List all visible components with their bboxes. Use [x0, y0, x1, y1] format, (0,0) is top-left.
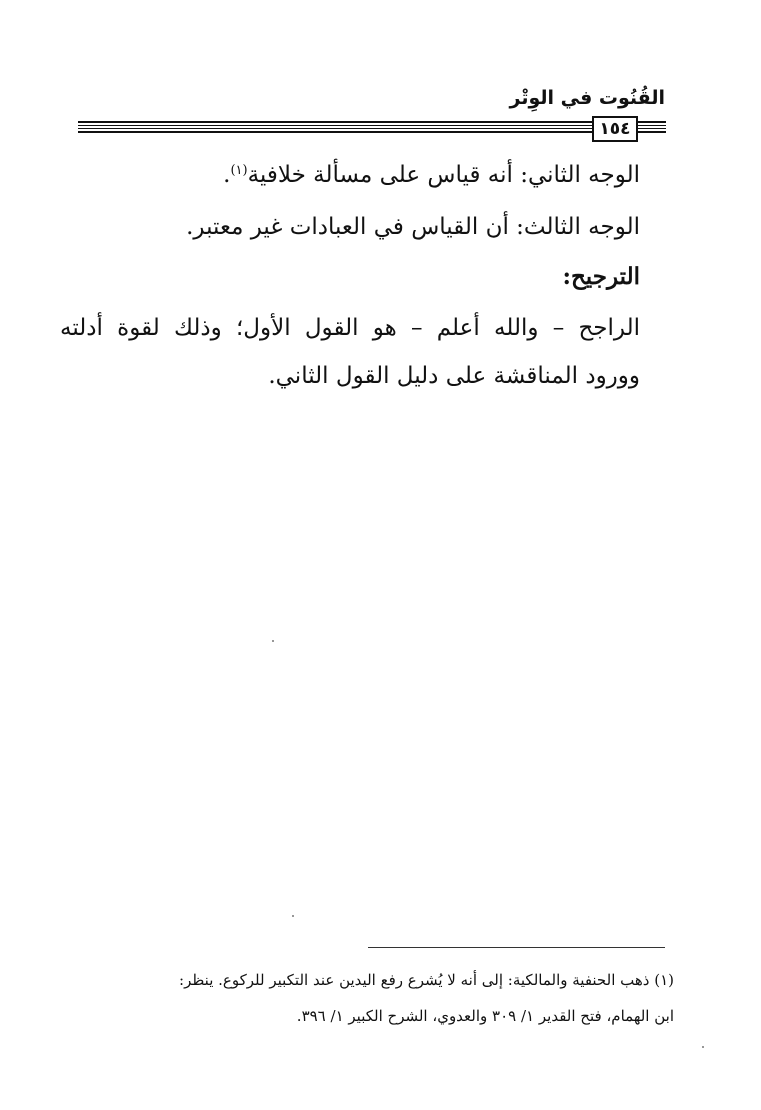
- header-rule: [78, 121, 592, 133]
- second-aspect-text: الوجه الثاني: أنه قياس على مسألة خلافية: [247, 162, 640, 188]
- paragraph-line-1: الراجح – والله أعلم – هو القول الأول؛ وذلك لقوة أدلته: [60, 315, 640, 341]
- page-number: ١٥٤: [592, 116, 638, 142]
- section-heading-tarjih: الترجيح:: [562, 263, 640, 290]
- footnote-line-1: (١) ذهب الحنفية والمالكية: إلى أنه لا يُشرع رفع اليدين عند التكبير للركوع. ينظر:: [179, 971, 674, 989]
- footnote-separator: [368, 947, 665, 948]
- paragraph-line-2: وورود المناقشة على دليل القول الثاني.: [268, 363, 640, 389]
- scan-speck: [702, 1046, 704, 1048]
- footnote-line-2: ابن الهمام، فتح القدير ١/ ٣٠٩ والعدوي، الشرح الكبير ١/ ٣٩٦.: [296, 1007, 674, 1025]
- body-line-third-aspect: الوجه الثالث: أن القياس في العبادات غير معتبر.: [186, 214, 640, 240]
- scan-speck: [272, 640, 274, 642]
- second-aspect-end: .: [223, 162, 231, 188]
- footnote-reference: (١): [230, 163, 248, 178]
- scan-speck: [292, 915, 294, 917]
- body-line-second-aspect: [60, 158, 640, 192]
- running-title: القُنُوت في الوِتْر: [509, 87, 665, 109]
- header-rule-right: [638, 121, 666, 133]
